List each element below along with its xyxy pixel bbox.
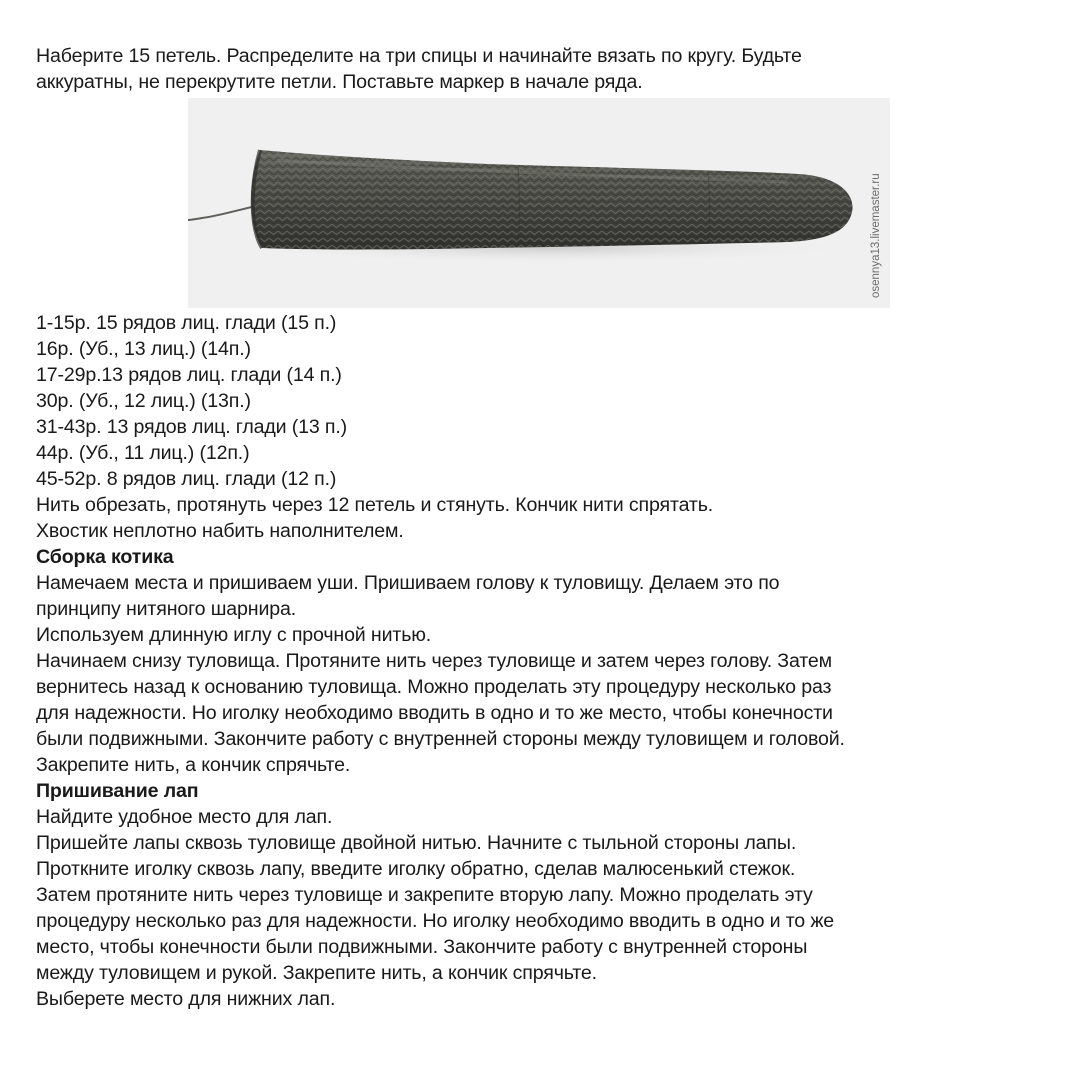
- row-instruction-2: 16р. (Уб., 13 лиц.) (14п.): [36, 338, 251, 360]
- assembly-line-2: принципу нитяного шарнира.: [36, 598, 297, 620]
- row-instruction-5: 31-43р. 13 рядов лиц. глади (13 п.): [36, 416, 348, 438]
- paws-line-3: Проткните иголку сквозь лапу, введите иголку обратно, сделав малюсенький стежок.: [36, 858, 796, 880]
- paws-line-8: Выберете место для нижних лап.: [36, 988, 336, 1010]
- row-instruction-4: 30р. (Уб., 12 лиц.) (13п.): [36, 390, 251, 412]
- row-instruction-1: 1-15р. 15 рядов лиц. глади (15 п.): [36, 312, 337, 334]
- section-heading-assembly: Сборка котика: [36, 546, 174, 568]
- assembly-line-1: Намечаем места и пришиваем уши. Пришиваем голову к туловищу. Делаем это по: [36, 572, 780, 594]
- assembly-line-6: для надежности. Но иголку необходимо вводить в одно и то же место, чтобы конечности: [36, 702, 833, 724]
- watermark: [861, 98, 891, 308]
- intro-line-2: аккуратны, не перекрутите петли. Поставьте маркер в начале ряда.: [36, 71, 643, 93]
- pattern-body: [36, 310, 1056, 1012]
- stuffing-instruction: Хвостик неплотно набить наполнителем.: [36, 520, 404, 542]
- knitted-tail-image: [188, 98, 890, 308]
- knitted-tail-photo: [188, 98, 890, 308]
- assembly-line-5: вернитесь назад к основанию туловища. Можно проделать эту процедуру несколько раз: [36, 676, 832, 698]
- assembly-line-7: были подвижными. Закончите работу с внутренней стороны между туловищем и головой.: [36, 728, 845, 750]
- paws-line-2: Пришейте лапы сквозь туловище двойной нитью. Начните с тыльной стороны лапы.: [36, 832, 797, 854]
- paws-line-7: между туловищем и рукой. Закрепите нить, а кончик спрячьте.: [36, 962, 597, 984]
- watermark-text: osennya13.livemaster.ru: [870, 173, 882, 298]
- paws-line-1: Найдите удобное место для лап.: [36, 806, 333, 828]
- paws-line-5: процедуру несколько раз для надежности. Но иголку необходимо вводить в одно и то же: [36, 910, 835, 932]
- intro-line-1: Наберите 15 петель. Распределите на три спицы и начинайте вязать по кругу. Будьте: [36, 45, 802, 67]
- assembly-line-4: Начинаем снизу туловища. Протяните нить через туловище и затем через голову. Затем: [36, 650, 832, 672]
- section-heading-paws: Пришивание лап: [36, 780, 199, 802]
- assembly-line-3: Используем длинную иглу с прочной нитью.: [36, 624, 432, 646]
- assembly-line-8: Закрепите нить, а кончик спрячьте.: [36, 754, 351, 776]
- row-instruction-7: 45-52р. 8 рядов лиц. глади (12 п.): [36, 468, 337, 490]
- finish-instruction: Нить обрезать, протянуть через 12 петель и стянуть. Кончик нити спрятать.: [36, 494, 714, 516]
- paws-line-4: Затем протяните нить через туловище и закрепите вторую лапу. Можно проделать эту: [36, 884, 813, 906]
- row-instruction-6: 44р. (Уб., 11 лиц.) (12п.): [36, 442, 250, 464]
- row-instruction-3: 17-29р.13 рядов лиц. глади (14 п.): [36, 364, 342, 386]
- intro-paragraph: [36, 43, 1056, 95]
- paws-line-6: место, чтобы конечности были подвижными. Закончите работу с внутренней стороны: [36, 936, 808, 958]
